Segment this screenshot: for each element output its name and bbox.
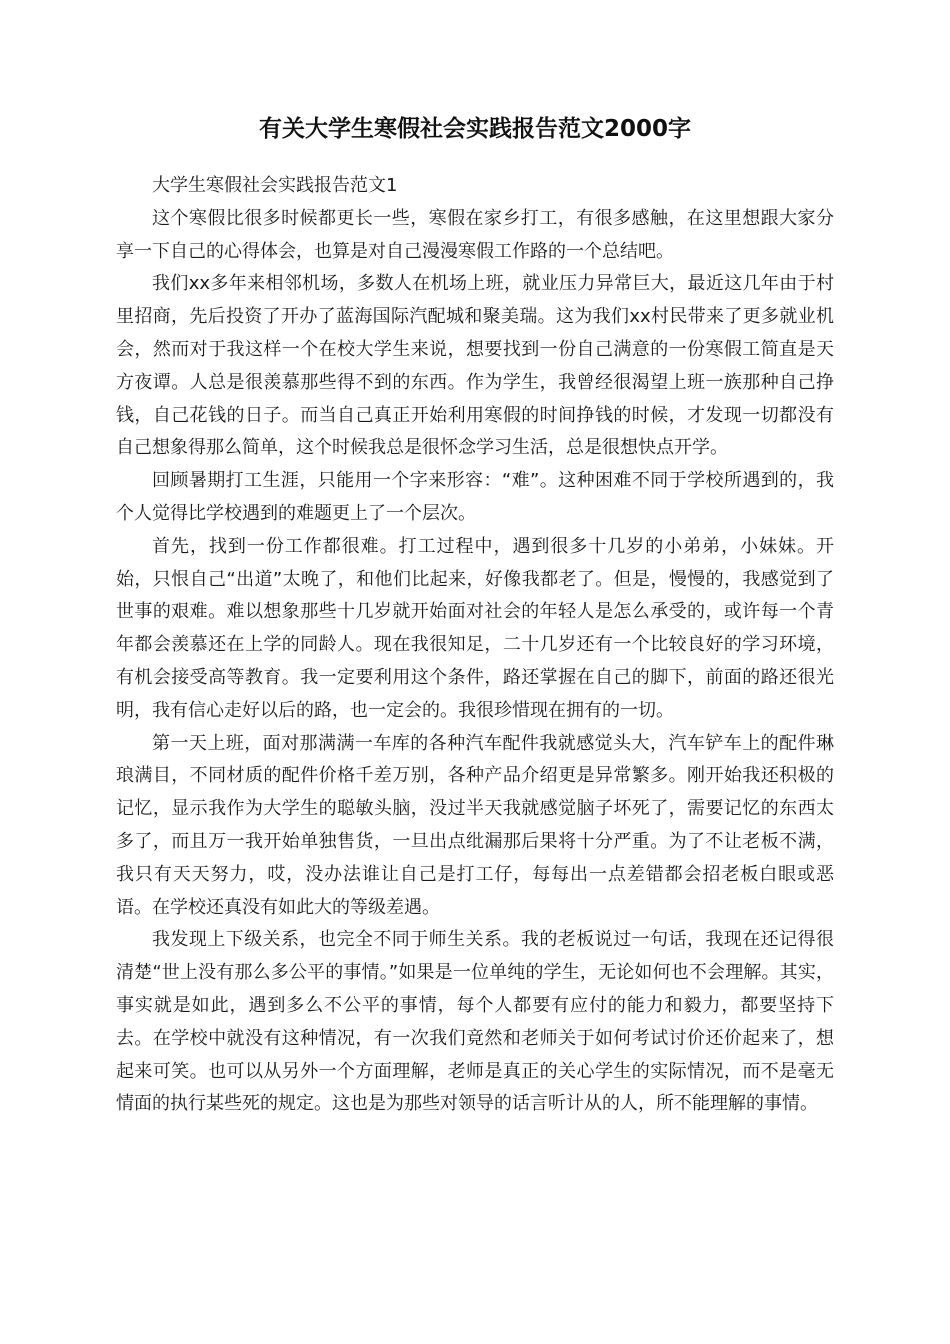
document-title: 有关大学生寒假社会实践报告范文2000字	[258, 116, 691, 142]
paragraph: 我们xx多年来相邻机场，多数人在机场上班，就业压力异常巨大，最近这几年由于村里招商，先后投资了开办了蓝海国际汽配城和聚美瑞。这为我们xx村民带来了更多就业机会，然而对于我这样一个在校大学生来说，想要找到一份自己满意的一份寒假工简直是天方夜谭。人总是很羡慕那些得不到的东西。作为学生，我曾经很渴望上班一族那种自己挣钱，自己花钱的日子。而当自己真正开始利用寒假的时间挣钱的时候，才发现一切都没有自己想象得那么简单，这个时候我总是很怀念学习生活，总是很想快点开学。	[116, 273, 834, 459]
section-subtitle: 大学生寒假社会实践报告范文1	[152, 175, 398, 196]
paragraph: 首先，找到一份工作都很难。打工过程中，遇到很多十几岁的小弟弟，小妹妹。开始，只恨自己“出道”太晚了，和他们比起来，好像我都老了。但是，慢慢的，我感觉到了世事的艰难。难以想象那些十几岁就开始面对社会的年轻人是怎么承受的，或许每一个青年都会羡慕还在上学的同龄人。现在我很知足，二十几岁还有一个比较良好的学习环境，有机会接受高等教育。我一定要利用这个条件，路还掌握在自己的脚下，前面的路还很光明，我有信心走好以后的路，也一定会的。我很珍惜现在拥有的一切。	[116, 535, 834, 721]
paragraph: 这个寒假比很多时候都更长一些，寒假在家乡打工，有很多感触，在这里想跟大家分享一下自己的心得体会，也算是对自己漫漫寒假工作路的一个总结吧。	[116, 207, 834, 262]
paragraph: 第一天上班，面对那满满一车库的各种汽车配件我就感觉头大，汽车铲车上的配件琳琅满目，不同材质的配件价格千差万别，各种产品介绍更是异常繁多。刚开始我还积极的记忆，显示我作为大学生的聪敏头脑，没过半天我就感觉脑子坏死了，需要记忆的东西太多了，而且万一我开始单独售货，一旦出点纰漏那后果将十分严重。为了不让老板不满，我只有天天努力，哎，没办法谁让自己是打工仔，每每出一点差错都会招老板白眼或恶语。在学校还真没有如此大的等级差遇。	[116, 732, 834, 918]
document-body	[116, 170, 834, 1121]
paragraph: 回顾暑期打工生涯，只能用一个字来形容：“难”。这种困难不同于学校所遇到的，我个人觉得比学校遇到的难题更上了一个层次。	[116, 470, 834, 524]
paragraph: 我发现上下级关系，也完全不同于师生关系。我的老板说过一句话，我现在还记得很清楚“世上没有那么多公平的事情。”如果是一位单纯的学生，无论如何也不会理解。其实，事实就是如此，遇到多么不公平的事情，每个人都要有应付的能力和毅力，都要坚持下去。在学校中就没有这种情况，有一次我们竟然和老师关于如何考试讨价还价起来了，想起来可笑。也可以从另外一个方面理解，老师是真正的关心学生的实际情况，而不是毫无情面的执行某些死的规定。这也是为那些对领导的话言听计从的人，所不能理解的事情。	[116, 929, 834, 1115]
